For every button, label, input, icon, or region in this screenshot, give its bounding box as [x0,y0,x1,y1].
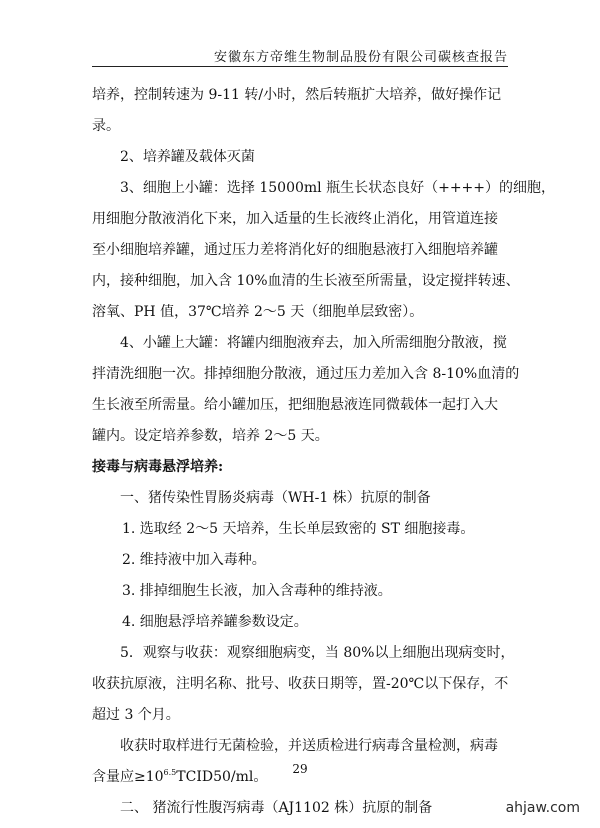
list-item: 2. 维持液中加入毒种。 [122,552,266,568]
text-line: 罐内。设定培养参数，培养 2～5 天。 [92,428,329,444]
text-line: 至小细胞培养罐，通过压力差将消化好的细胞悬液打入细胞培养罐 [92,242,498,258]
text-line: 生长液至所需量。给小罐加压，把细胞悬液连同微载体一起打入大 [92,397,498,413]
text-line: 4、小罐上大罐：将罐内细胞液弃去，加入所需细胞分散液，搅 [120,335,507,351]
list-item: 3. 排掉细胞生长液，加入含毒种的维持液。 [122,583,392,599]
text-line: 拌清洗细胞一次。排掉细胞分散液，通过压力差加入含 8-10%血清的 [92,366,520,382]
page-number: 29 [292,762,308,776]
content-unit: TCID50/ml。 [176,769,268,785]
section-heading: 2、培养罐及载体灭菌 [120,149,255,165]
subsection-heading: 二、 猪流行性腹泻病毒（AJ1102 株）抗原的制备 [120,800,433,816]
text-line: 收获时取样进行无菌检验，并送质检进行病毒含量检测，病毒 [120,738,498,754]
text-line: 录。 [92,118,120,134]
text-line: 溶氧、PH 值，37℃培养 2～5 天（细胞单层致密）。 [92,304,424,320]
page-header [92,44,508,67]
text-line: 超过 3 个月。 [92,707,180,723]
bold-section-heading: 接毒与病毒悬浮培养: [92,459,224,475]
text-line: 内，接种细胞，加入含 10%血清的生长液至所需量，设定搅拌转速、 [92,273,520,289]
list-item: 4. 细胞悬浮培养罐参数设定。 [122,614,308,630]
text-line: 收获抗原液，注明名称、批号、收获日期等，置-20℃以下保存，不 [92,676,509,692]
list-item: 1. 选取经 2～5 天培养，生长单层致密的 ST 细胞接毒。 [122,521,475,537]
content-text: 含量应≥10 [92,769,164,785]
subsection-heading: 一、猪传染性胃肠炎病毒（WH-1 株）抗原的制备 [120,490,431,506]
list-item: 5．观察与收获：观察细胞病变，当 80%以上细胞出现病变时， [120,645,515,661]
text-line: 用细胞分散液消化下来，加入适量的生长液终止消化，用管道连接 [92,211,498,227]
exponent: 6.5 [163,768,177,777]
report-header-title: 安徽东方帝维生物制品股份有限公司碳核查报告 [213,50,508,65]
text-line: 培养，控制转速为 9-11 转/小时，然后转瓶扩大培养，做好操作记 [92,87,502,103]
text-line: 3、细胞上小罐：选择 15000ml 瓶生长状态良好（++++）的细胞， [120,180,556,196]
watermark: ahjaw.com [505,800,580,816]
